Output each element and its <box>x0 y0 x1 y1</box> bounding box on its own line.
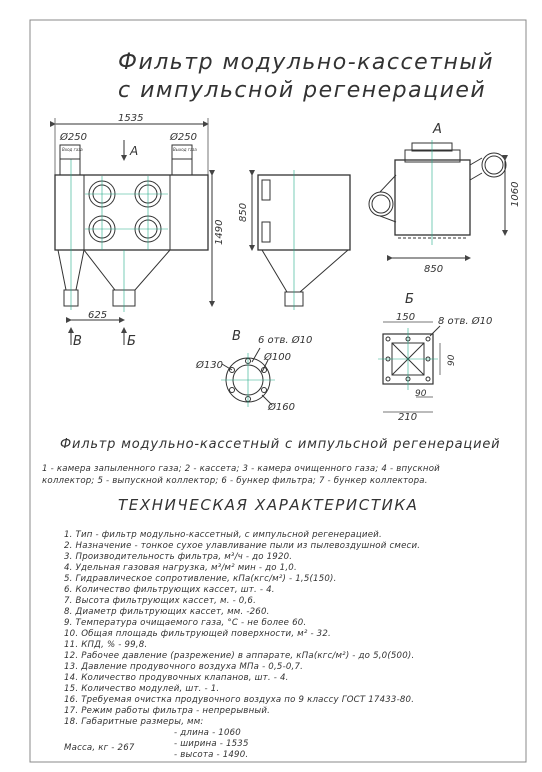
dimension-item: - ширина - 1535 <box>174 739 249 749</box>
spec-item: 16. Требуемая очистка продувочного воздуха по 9 классу ГОСТ 17433-80. <box>64 695 415 705</box>
spec-item: 6. Количество фильтрующих кассет, шт. - 4. <box>64 585 275 595</box>
dim-a-1060: 1060 <box>510 181 521 207</box>
spec-title: ТЕХНИЧЕСКАЯ ХАРАКТЕРИСТИКА <box>118 496 419 514</box>
spec-item: 12. Рабочее давление (разрежение) в аппарате, кПа(кгс/м²) - до 5,0(500). <box>64 651 415 661</box>
arrow-label-v: B <box>73 334 82 349</box>
drawing-caption: Фильтр модульно-кассетный с импульсной регенерацией <box>60 437 501 452</box>
dim-dia-left: Ø250 <box>60 132 87 143</box>
title-line-1: Фильтр модульно-кассетный <box>118 50 494 75</box>
flange-square-d150: 150 <box>396 312 416 323</box>
view-a <box>369 140 506 258</box>
spec-item: 7. Высота фильтрующих кассет, м. - 0,6. <box>64 596 257 606</box>
spec-item: 14. Количество продувочных клапанов, шт. - 4. <box>64 673 289 683</box>
flange-round-d160: Ø160 <box>268 402 295 413</box>
spec-item: 1. Тип - фильтр модульно-кассетный, с импульсной регенерацией. <box>64 530 382 540</box>
legend-line: 1 - камера запыленного газа; 2 - кассета; 3 - камера очищенного газа; 4 - впускной <box>42 464 440 474</box>
spec-list <box>64 530 504 761</box>
flange-round-holes: 6 отв. Ø10 <box>258 335 313 346</box>
spec-item: 10. Общая площадь фильтрующей поверхности, м² - 32. <box>64 629 331 639</box>
view-a-label: A <box>433 122 442 137</box>
flange-round-d130: Ø130 <box>196 360 223 371</box>
dim-width-1535: 1535 <box>118 113 144 124</box>
arrow-label-b: Б <box>127 334 136 349</box>
mass-value: Масса, кг - 267 <box>64 743 135 753</box>
dimension-item: - высота - 1490. <box>174 750 249 760</box>
flange-square-d90h: 90 <box>415 389 427 399</box>
spec-item: 2. Назначение - тонкое сухое улавливание пыли из пылевоздушной смеси. <box>64 541 421 551</box>
flange-square-d90v: 90 <box>447 354 457 366</box>
flange-square-d210: 210 <box>398 412 418 423</box>
spec-item: 11. КПД, % - 99,8. <box>64 640 148 650</box>
legend-line: коллектор; 5 - выпускной коллектор; 6 - бункер фильтра; 7 - бункер коллектора. <box>42 476 428 486</box>
spec-item: 4. Удельная газовая нагрузка, м³/м² мин - до 1,0. <box>64 563 297 573</box>
view-arrow-a: A <box>130 144 139 158</box>
spec-item: 8. Диаметр фильтрующих кассет, мм. -260. <box>64 607 270 617</box>
side-view <box>252 170 350 310</box>
dim-a-850: 850 <box>424 264 444 275</box>
spec-item: 13. Давление продувочного воздуха МПа - 0,5-0,7. <box>64 662 304 672</box>
spec-item: 3. Производительность фильтра, м³/ч - до 1920. <box>64 552 293 562</box>
flange-square <box>378 322 440 412</box>
spec-item: 15. Количество модулей, шт. - 1. <box>64 684 220 694</box>
flange-square-holes: 8 отв. Ø10 <box>438 316 493 327</box>
dim-side-850: 850 <box>238 202 249 222</box>
tag-gas-out: Выход газа <box>173 147 197 152</box>
flange-round-d100: Ø100 <box>264 352 291 363</box>
dim-height-1490: 1490 <box>214 219 225 245</box>
legend <box>42 463 440 487</box>
dimension-item: - длина - 1060 <box>174 728 241 738</box>
dim-dia-right: Ø250 <box>170 132 197 143</box>
spec-item: 17. Режим работы фильтра - непрерывный. <box>64 706 271 716</box>
tag-gas-in: Вход газа <box>62 147 83 152</box>
title-line-2: с импульсной регенерацией <box>118 78 487 103</box>
flange-square-label: Б <box>405 292 414 307</box>
spec-item: 18. Габаритные размеры, мм: <box>64 717 204 727</box>
spec-item: 5. Гидравлическое сопротивление, кПа(кгс/м²) - 1,5(150). <box>64 574 337 584</box>
spec-item: 9. Температура очищаемого газа, °С - не более 60. <box>64 618 307 628</box>
dim-bottom-625: 625 <box>88 310 108 321</box>
flange-round-label: B <box>232 329 241 344</box>
